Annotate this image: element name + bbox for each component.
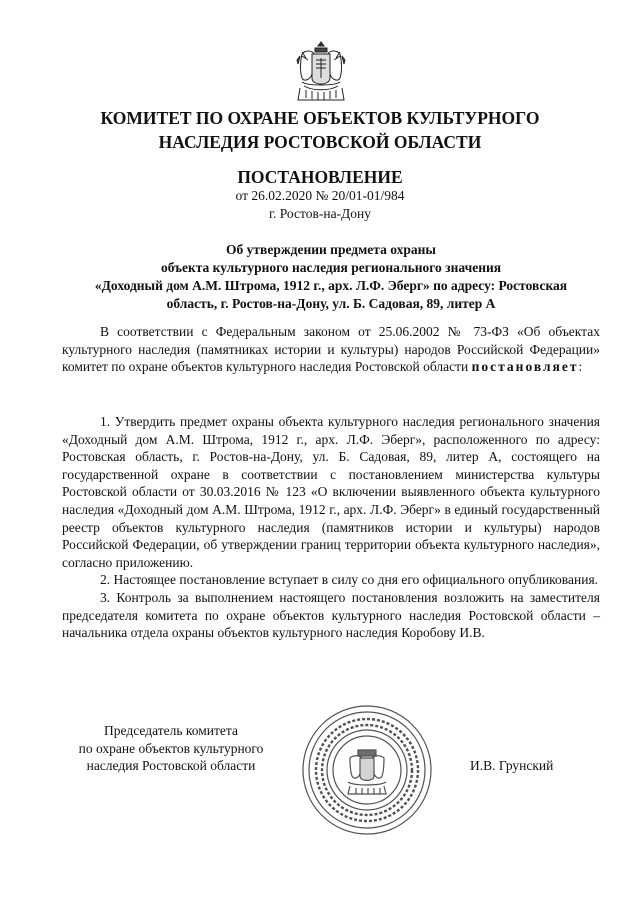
subject-line: область, г. Ростов-на-Дону, ул. Б. Садовая, 89, литер А bbox=[166, 296, 496, 311]
subject-line: объекта культурного наследия регионального значения bbox=[160, 260, 502, 275]
official-seal-icon bbox=[298, 702, 436, 838]
resolution-item-2: 2. Настоящее постановление вступает в силу со дня его официального опубликования. bbox=[100, 572, 599, 588]
coat-of-arms-icon bbox=[294, 40, 348, 104]
resolution-item-3: 3. Контроль за выполнением настоящего постановления возложить на заместителя председателя комитета по охране объектов культурного наследия Ростовской области – начальника отдела охраны объектов культурного наследия Коробову И.В. bbox=[62, 589, 600, 641]
resolution-item-1: 1. Утвердить предмет охраны объекта культурного наследия регионального значения «Доходный дом А.М. Штрома, 1912 г., арх. Л.Ф. Эберг», расположенного по адресу: Ростовская область, г. Ростов-на-Дону, ул. Б. Садовая, 89, литер А, состоящего на государственной охране в соответствии с постановлением министерства культуры Ростовской области от 30.03.2016 № 123 «О включении выявленного объекта культурного наследия «Доходный дом А.М. Штрома, 1912 г., арх. Л.Ф. Эберг» в единый государственный реестр объектов культурного наследия (памятников истории и культуры) народов Российской Федерации, об утверждении границ территории объекта культурного наследия», согласно приложению. bbox=[62, 414, 600, 570]
committee-name-line-1: КОМИТЕТ ПО ОХРАНЕ ОБЪЕКТОВ КУЛЬТУРНОГО bbox=[100, 108, 540, 128]
signatory-position-line: Председатель комитета bbox=[104, 723, 238, 738]
signatory-name: И.В. Грунский bbox=[470, 758, 554, 773]
committee-name bbox=[60, 106, 580, 154]
document-type: ПОСТАНОВЛЕНИЕ bbox=[237, 167, 403, 187]
resolution-items bbox=[62, 413, 600, 642]
preamble bbox=[62, 323, 600, 376]
preamble-paragraph bbox=[62, 323, 600, 376]
preamble-text: В соответствии с Федеральным законом от 25.06.2002 № 73-ФЗ «Об объектах культурного наследия (памятниках истории и культуры) народов Российской Федерации» комитет по охране объектов культурного наследия Ростовской области bbox=[62, 324, 600, 375]
signatory-position bbox=[62, 722, 280, 775]
committee-name-line-2: НАСЛЕДИЯ РОСТОВСКОЙ ОБЛАСТИ bbox=[158, 132, 482, 152]
document-city: г. Ростов-на-Дону bbox=[268, 206, 371, 221]
decree-word: постановляет bbox=[471, 359, 579, 375]
signatory-position-line: по охране объектов культурного bbox=[78, 740, 264, 756]
subject-line: «Доходный дом А.М. Штрома, 1912 г., арх. Л.Ф. Эберг» по адресу: Ростовская bbox=[94, 278, 568, 293]
document-date-number: от 26.02.2020 № 20/01-01/984 bbox=[235, 188, 405, 203]
subject-line: Об утверждении предмета охраны bbox=[226, 242, 436, 257]
document-subject bbox=[62, 241, 600, 313]
preamble-colon: : bbox=[578, 359, 583, 375]
signatory-position-line: наследия Ростовской области bbox=[86, 758, 256, 774]
